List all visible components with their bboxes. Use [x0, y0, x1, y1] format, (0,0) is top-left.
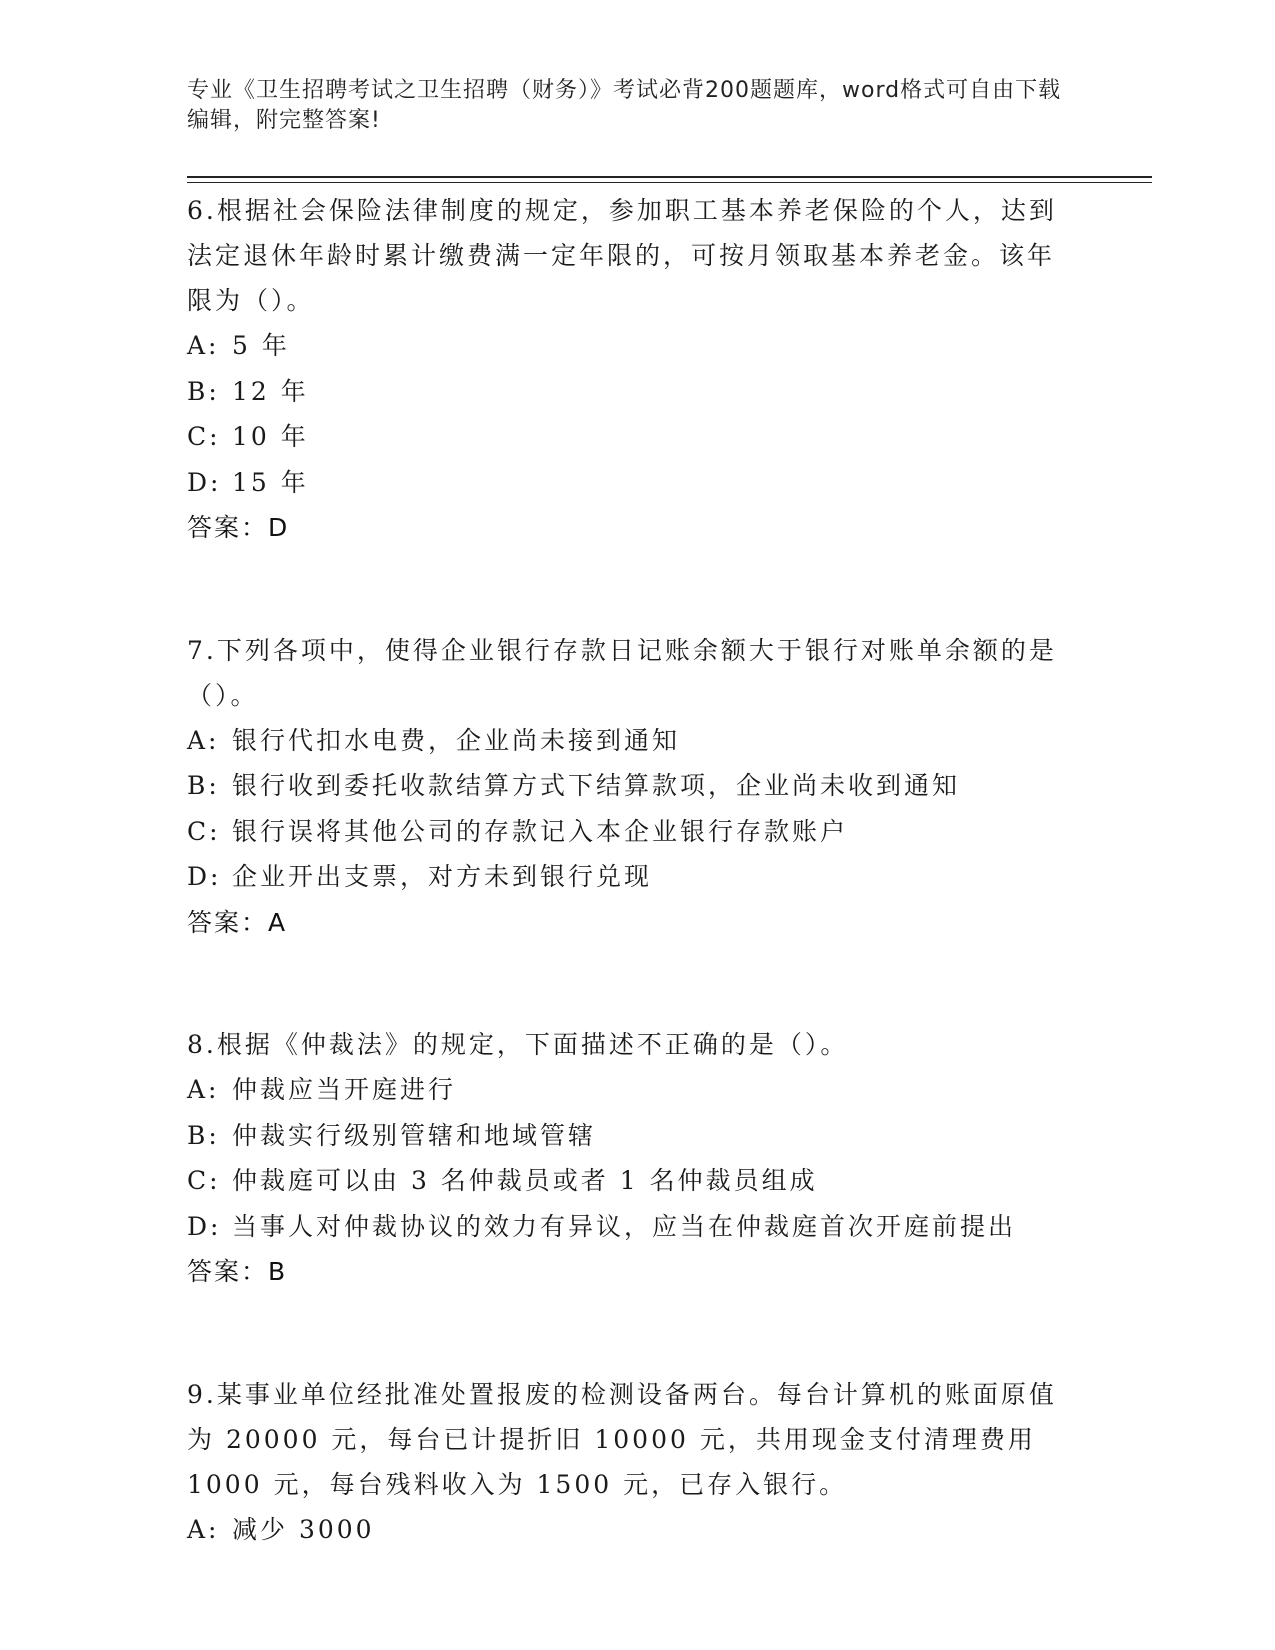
spacer	[187, 945, 1147, 1022]
option-text: 银行代扣水电费，企业尚未接到通知	[232, 725, 681, 755]
option-letter: B:	[187, 1120, 220, 1150]
answer-label: 答案：A	[187, 907, 288, 937]
option-d	[187, 1204, 1147, 1250]
question-text: 7.下列各项中，使得企业银行存款日记账余额大于银行对账单余额的是（）。	[187, 635, 1057, 710]
option-letter: A:	[187, 331, 220, 360]
option-c	[187, 809, 1147, 855]
option-text: 银行误将其他公司的存款记入本企业银行存款账户	[232, 816, 849, 846]
document-header: 专业《卫生招聘考试之卫生招聘（财务）》考试必背200题题库，word格式可自由下载编辑，附完整答案!	[187, 78, 1062, 133]
option-letter: D:	[187, 1211, 222, 1241]
option-letter: A:	[187, 1514, 220, 1544]
question-8	[187, 1022, 1147, 1295]
spacer	[187, 551, 1147, 628]
option-d	[187, 854, 1147, 900]
option-text: 10 年	[232, 422, 309, 451]
option-text: 仲裁实行级别管辖和地域管辖	[232, 1120, 597, 1150]
spacer	[187, 1295, 1147, 1372]
answer-label: 答案：B	[187, 1257, 288, 1286]
option-c	[187, 1158, 1147, 1204]
question-list	[187, 188, 1147, 1552]
option-a	[187, 1067, 1147, 1113]
option-text: 减少 3000	[232, 1514, 375, 1544]
question-6	[187, 188, 1147, 551]
option-text: 银行收到委托收款结算方式下结算款项，企业尚未收到通知	[232, 771, 961, 800]
question-7	[187, 628, 1147, 946]
question-text: 6.根据社会保险法律制度的规定，参加职工基本养老保险的个人，达到法定退休年龄时累计缴费满一定年限的，可按月领取基本养老金。该年限为（）。	[187, 196, 1057, 315]
header-rule-thin	[187, 182, 1152, 183]
option-text: 仲裁庭可以由 3 名仲裁员或者 1 名仲裁员组成	[232, 1166, 818, 1195]
option-letter: D:	[187, 862, 222, 891]
option-text: 12 年	[232, 376, 309, 406]
option-a	[187, 1507, 1147, 1553]
option-letter: C:	[187, 422, 221, 451]
option-letter: C:	[187, 816, 221, 846]
option-text: 仲裁应当开庭进行	[232, 1075, 457, 1104]
option-text: 5 年	[232, 331, 290, 360]
option-letter: C:	[187, 1166, 221, 1195]
option-letter: D:	[187, 467, 222, 497]
option-text: 当事人对仲裁协议的效力有异议，应当在仲裁庭首次开庭前提出	[232, 1211, 1017, 1241]
option-letter: A:	[187, 1075, 220, 1104]
answer-label: 答案：D	[187, 513, 290, 542]
option-a	[187, 718, 1147, 764]
option-letter: B:	[187, 376, 220, 406]
option-b	[187, 1113, 1147, 1159]
option-letter: A:	[187, 725, 220, 755]
option-b	[187, 369, 1147, 415]
header-rule-thick	[187, 176, 1152, 178]
question-text: 9.某事业单位经批准处置报废的检测设备两台。每台计算机的账面原值为 20000 元，每台已计提折旧 10000 元，共用现金支付清理费用 1000 元，每台残料收入为 1500 元，已存入银行。	[187, 1379, 1057, 1499]
question-9	[187, 1372, 1147, 1553]
question-text: 8.根据《仲裁法》的规定，下面描述不正确的是（）。	[187, 1030, 849, 1059]
option-c	[187, 414, 1147, 460]
option-d	[187, 460, 1147, 506]
option-text: 企业开出支票，对方未到银行兑现	[232, 862, 653, 891]
option-letter: B:	[187, 771, 220, 800]
option-text: 15 年	[232, 467, 309, 497]
option-b	[187, 763, 1147, 809]
option-a	[187, 323, 1147, 369]
